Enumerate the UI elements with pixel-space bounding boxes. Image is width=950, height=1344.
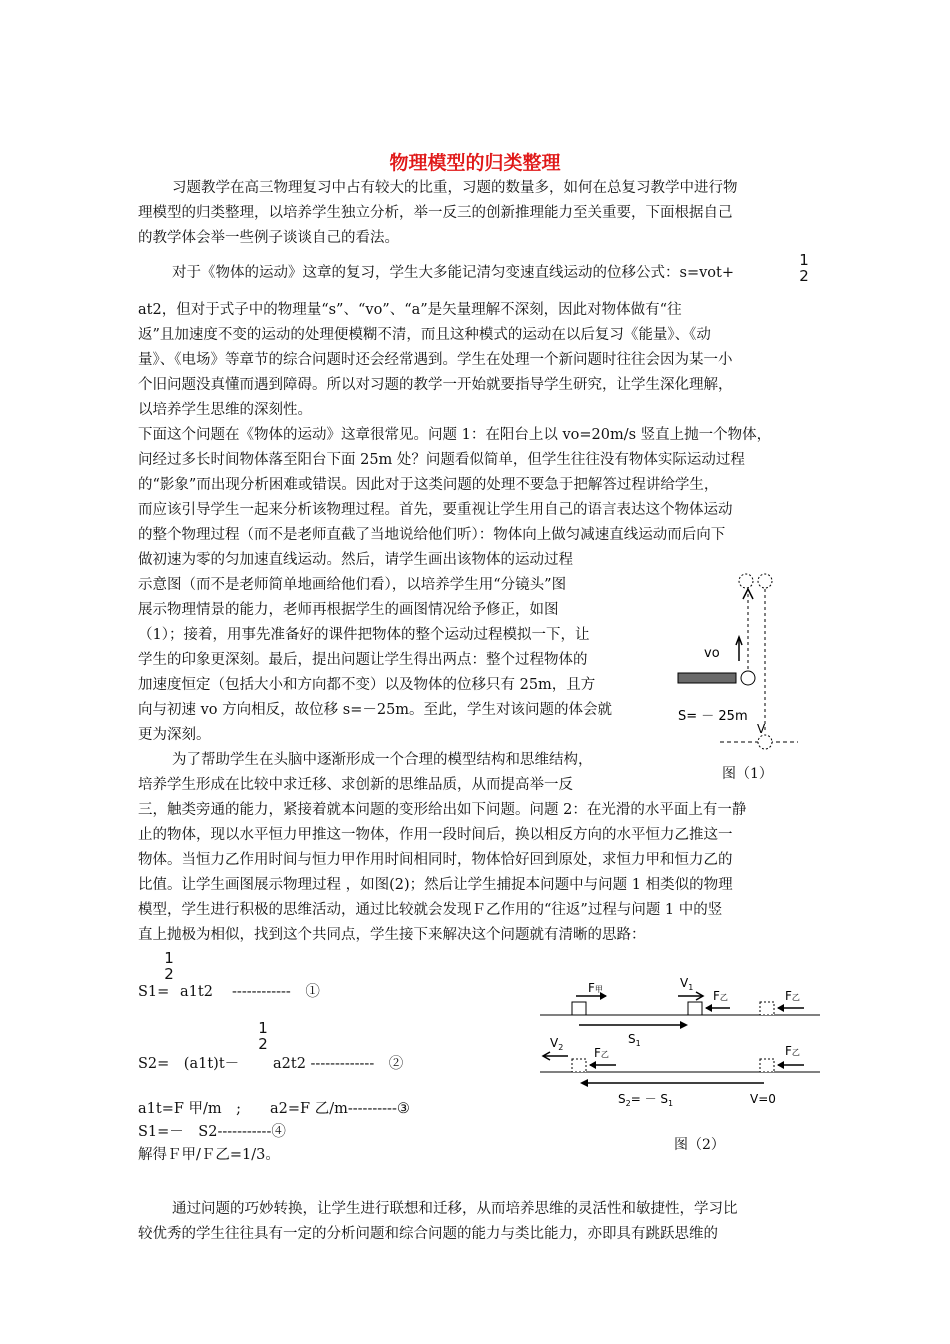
paragraph-line: 通过问题的巧妙转换，让学生进行联想和迁移，从而培养思维的灵活性和敏捷性，学习比 — [172, 1201, 738, 1217]
paragraph-line: 的“影象”而出现分析困难或错误。因此对于这类问题的处理不要急于把解答过程讲给学生， — [138, 477, 719, 493]
paragraph-line: 较优秀的学生往往具有一定的分析问题和综合问题的能力与类比能力，亦即具有跳跃思维的 — [138, 1226, 718, 1242]
paragraph-line: 对于《物体的运动》这章的复习，学生大多能记清匀变速直线运动的位移公式：s=vot+ — [172, 265, 734, 281]
paragraph-line: 下面这个问题在《物体的运动》这章很常见。问题 1：在阳台上以 vo=20m/s 竖直上抛一个物体， — [138, 427, 772, 443]
figure-1-diagram — [670, 565, 820, 785]
balcony — [678, 673, 736, 683]
block-rest — [760, 1059, 774, 1072]
paragraph-line: 问经过多长时间物体落至阳台下面 25m 处？问题看似简单，但学生往往没有物体实际运动过程 — [138, 452, 745, 468]
paragraph-line: 向与初速 vo 方向相反，故位移 s=－25m。至此，学生对该问题的体会就 — [138, 702, 613, 718]
fraction-half — [162, 950, 176, 982]
ball-top-right — [758, 574, 772, 588]
paragraph-line: 以培养学生思维的深刻性。 — [138, 402, 312, 418]
paragraph-line: 做初速为零的匀加速直线运动。然后，请学生画出该物体的运动过程 — [138, 552, 573, 568]
ball-top-left — [739, 574, 753, 588]
paragraph-line: 加速度恒定（包括大小和方向都不变）以及物体的位移只有 25m，且方 — [138, 677, 596, 693]
paragraph-line: 更为深刻。 — [138, 727, 211, 743]
block-far — [760, 1002, 774, 1015]
fraction-numerator: 1 — [799, 251, 809, 269]
f-yi-arrowhead-mid — [705, 1004, 712, 1012]
s2-label: $S_2= - S_1$ — [618, 1092, 674, 1108]
v1-label: $V_1$ — [680, 976, 694, 992]
paragraph-line: at2，但对于式子中的物理量“s”、“vo”、“a”是矢量理解不深刻，因此对物体做有“往 — [138, 302, 682, 318]
figure-2-caption: 图（2） — [674, 1137, 725, 1153]
paragraph-line: 比值。让学生画图展示物理过程 ，如图(2)；然后让学生捕捉本问题中与问题 1 相类似的物理 — [138, 877, 733, 893]
displacement-label: S= － 25m — [678, 709, 748, 724]
paragraph-line: 学生的印象更深刻。最后，提出问题让学生得出两点：整个过程物体的 — [138, 652, 588, 668]
ball-start — [741, 671, 755, 685]
f-yi-arrowhead-return — [589, 1061, 596, 1069]
page-title: 物理模型的归类整理 — [389, 152, 561, 174]
fraction-half — [256, 1020, 270, 1052]
f-yi-label-rest: F乙 — [785, 1044, 800, 1058]
equation-4: S1=－ S2-----------④ — [138, 1124, 286, 1140]
paragraph-line: 展示物理情景的能力，老师再根据学生的画图情况给予修正，如图 — [138, 602, 559, 618]
equation-3: a1t=F 甲/m ; a2=F 乙/m----------③ — [138, 1101, 410, 1117]
paragraph-line: 个旧问题没真懂而遇到障碍。所以对习题的教学一开始就要指导学生研究，让学生深化理解， — [138, 377, 733, 393]
paragraph-line: 的教学体会举一些例子谈谈自己的看法。 — [138, 230, 399, 246]
equation-5: 解得Ｆ甲/Ｆ乙=1/3。 — [138, 1147, 280, 1163]
v-zero-label: V=0 — [750, 1092, 776, 1106]
f-yi-arrowhead-rest — [777, 1061, 784, 1069]
f-yi-label-mid: F乙 — [713, 989, 728, 1003]
paragraph-line: 为了帮助学生在头脑中逐渐形成一个合理的模型结构和思维结构， — [172, 752, 593, 768]
f-yi-label-far: F乙 — [785, 989, 800, 1003]
fraction-denominator: 2 — [164, 965, 174, 983]
equation-2-right: a2t2 ------------- ② — [273, 1056, 404, 1072]
f-yi-arrowhead-far — [777, 1004, 784, 1012]
paragraph-line: 而应该引导学生一起来分析该物理过程。首先，要重视让学生用自己的语言表达这个物体运动 — [138, 502, 733, 518]
paragraph-line: 培养学生形成在比较中求迁移、求创新的思维品质，从而提高举一反 — [138, 777, 573, 793]
paragraph-line: 量》、《电场》等章节的综合问题时还会经常遇到。学生在处理一个新问题时往往会因为某一小 — [138, 352, 733, 368]
paragraph-line: 习题教学在高三物理复习中占有较大的比重，习题的数量多，如何在总复习教学中进行物 — [172, 180, 738, 196]
f-yi-label-return: F乙 — [594, 1046, 609, 1060]
paragraph-line: 的整个物理过程（而不是老师直截了当地说给他们听）：物体向上做匀减速直线运动而后向下 — [138, 527, 726, 543]
fraction-half — [797, 252, 811, 284]
paragraph-line: 直上抛极为相似，找到这个共同点，学生接下来解决这个问题就有清晰的思路： — [138, 927, 646, 943]
fraction-numerator: 1 — [164, 949, 174, 967]
paragraph-line: 返”且加速度不变的运动的处理便模糊不清，而且这种模式的运动在以后复习《能量》、《动 — [138, 327, 711, 343]
block-start — [572, 1002, 586, 1015]
paragraph-line: 模型，学生进行积极的思维活动，通过比较就会发现Ｆ乙作用的“往返”过程与问题 1 中的竖 — [138, 902, 723, 918]
ball-end — [758, 735, 772, 749]
paragraph-line: 三，触类旁通的能力，紧接着就本问题的变形给出如下问题。问题 2：在光滑的水平面上有一静 — [138, 802, 747, 818]
fraction-numerator: 1 — [258, 1019, 268, 1037]
s1-label: $S_1$ — [628, 1032, 641, 1048]
paragraph-line: （1）；接着，用事先准备好的课件把物体的整个运动过程模拟一下，让 — [138, 627, 590, 643]
f-jia-label: F甲 — [588, 981, 603, 995]
paragraph-line: 理模型的归类整理，以培养学生独立分析，举一反三的创新推理能力至关重要，下面根据自己 — [138, 205, 733, 221]
v-label: V — [757, 722, 766, 736]
vo-label: vo — [704, 646, 720, 661]
fraction-denominator: 2 — [258, 1035, 268, 1053]
equation-1-right: a1t2 ------------ ① — [180, 984, 320, 1000]
paragraph-line: 物体。当恒力乙作用时间与恒力甲作用时间相同时，物体恰好回到原处，求恒力甲和恒力乙的 — [138, 852, 733, 868]
figure-2-diagram — [530, 965, 830, 1130]
s1-arrowhead — [680, 1021, 688, 1029]
v2-label: $V_2$ — [550, 1036, 564, 1052]
block-mid — [688, 1002, 702, 1015]
paragraph-line: 止的物体，现以水平恒力甲推这一物体，作用一段时间后，换以相反方向的水平恒力乙推这一 — [138, 827, 733, 843]
equation-2-left: S2= (a1t)t－ — [138, 1056, 240, 1072]
block-return — [572, 1059, 586, 1072]
figure-1-caption: 图（1） — [722, 766, 773, 782]
s2-arrowhead — [580, 1079, 588, 1087]
fraction-denominator: 2 — [799, 267, 809, 285]
paragraph-line: 示意图（而不是老师简单地画给他们看），以培养学生用“分镜头”图 — [138, 577, 567, 593]
equation-1-left: S1= — [138, 984, 170, 1000]
